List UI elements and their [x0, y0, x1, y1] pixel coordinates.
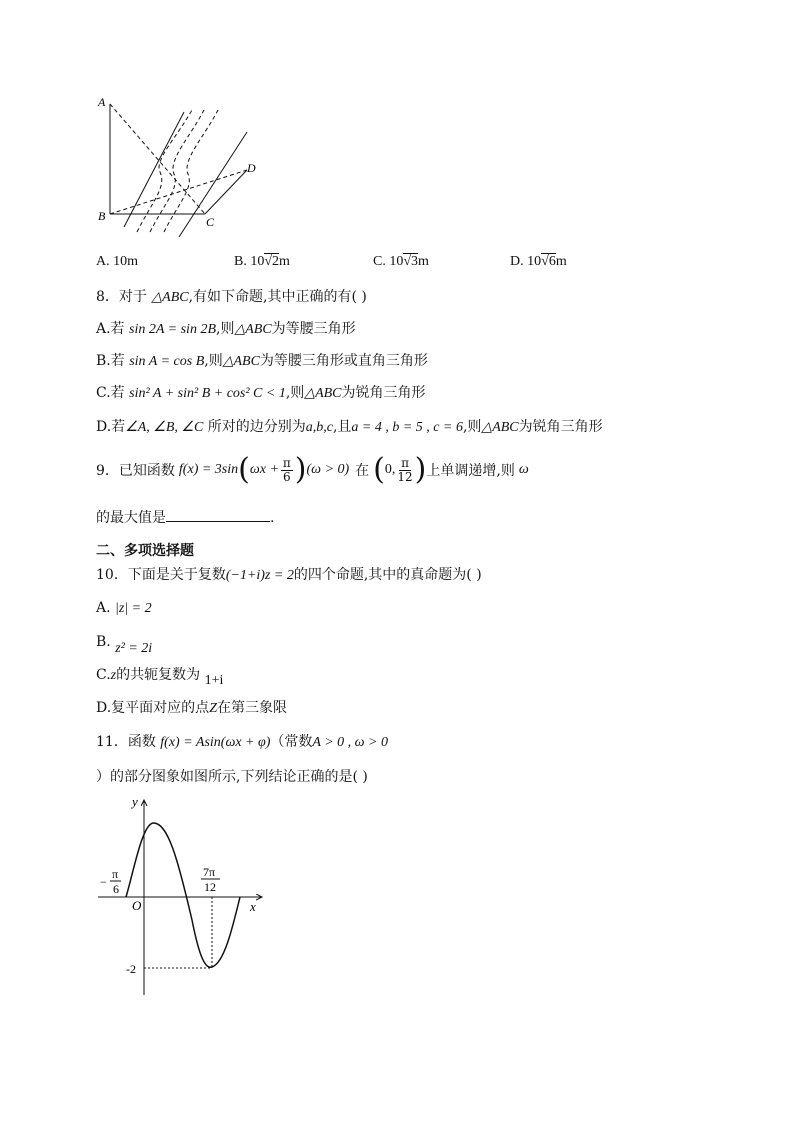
q11-stem: 11．函数 f(x) = Asin(ωx + φ)（常数A > 0 , ω > 0	[96, 734, 388, 750]
answer-blank[interactable]	[166, 507, 270, 522]
label-c: C	[206, 215, 215, 229]
q10-option-a[interactable]: A. |z| = 2	[96, 600, 152, 616]
neg-pi-den: 6	[113, 882, 119, 896]
minus-sign: −	[100, 875, 107, 889]
fraction-pi-12: $\frac{\pi}{12}$	[397, 455, 413, 484]
q9-line2: 的最大值是 .	[96, 507, 274, 527]
q9-stem: 9．已知函数 f(x) = 3sin ( ωx + $\frac{\pi}{6}$ ) (ω > 0) 在 ( 0, $\frac{\pi}{12}$ ) 上单调递增,则 ω	[96, 452, 529, 487]
triangle-figure	[92, 92, 272, 242]
q8-option-d[interactable]: D.若∠A, ∠B, ∠C 所对的边分别为a,b,c,且a = 4 , b = 5 , c = 6,则△ABC为锐角三角形	[96, 419, 603, 435]
label-d: D	[247, 161, 256, 175]
q7-option-d[interactable]: D. 10√6m	[510, 254, 567, 269]
section-title: 二、多项选择题	[96, 543, 194, 559]
q10-option-b[interactable]: B. z² = 2i	[96, 634, 153, 656]
q8-option-a[interactable]: A.若 sin 2A = sin 2B,则△ABC为等腰三角形	[96, 321, 356, 337]
q7-option-b[interactable]: B. 10√2m	[234, 254, 290, 269]
sine-curve	[126, 823, 240, 967]
q8-option-c[interactable]: C.若 sin² A + sin² B + cos² C < 1,则△ABC为锐角三角形	[96, 385, 426, 401]
q11-line2: ）的部分图象如图所示,下列结论正确的是( )	[96, 769, 368, 785]
label-b: B	[98, 209, 106, 223]
neg-pi-num: π	[112, 867, 119, 881]
x-label: x	[250, 899, 256, 914]
min-label: -2	[126, 962, 136, 976]
sine-graph	[90, 790, 280, 1000]
label-a: A	[98, 95, 106, 109]
origin-label: O	[132, 898, 142, 913]
q7-option-c[interactable]: C. 10√3m	[373, 254, 429, 269]
q10-stem: 10．下面是关于复数(−1+i)z = 2的四个命题,其中的真命题为( )	[96, 567, 482, 583]
q10-option-d[interactable]: D.复平面对应的点Z在第三象限	[96, 700, 287, 716]
fraction-pi-6: $\frac{\pi}{6}$	[282, 455, 291, 484]
y-label: y	[132, 794, 138, 809]
tick-num: 7π	[203, 865, 216, 879]
q10-option-c[interactable]: C.z的共轭复数为 1+i	[96, 667, 224, 688]
q8-stem: 8．对于 △ABC,有如下命题,其中正确的有( )	[96, 289, 367, 305]
q8-option-b[interactable]: B.若 sin A = cos B,则△ABC为等腰三角形或直角三角形	[96, 353, 428, 369]
tick-den: 12	[204, 880, 216, 894]
q7-option-a[interactable]: A. 10m	[96, 254, 138, 269]
